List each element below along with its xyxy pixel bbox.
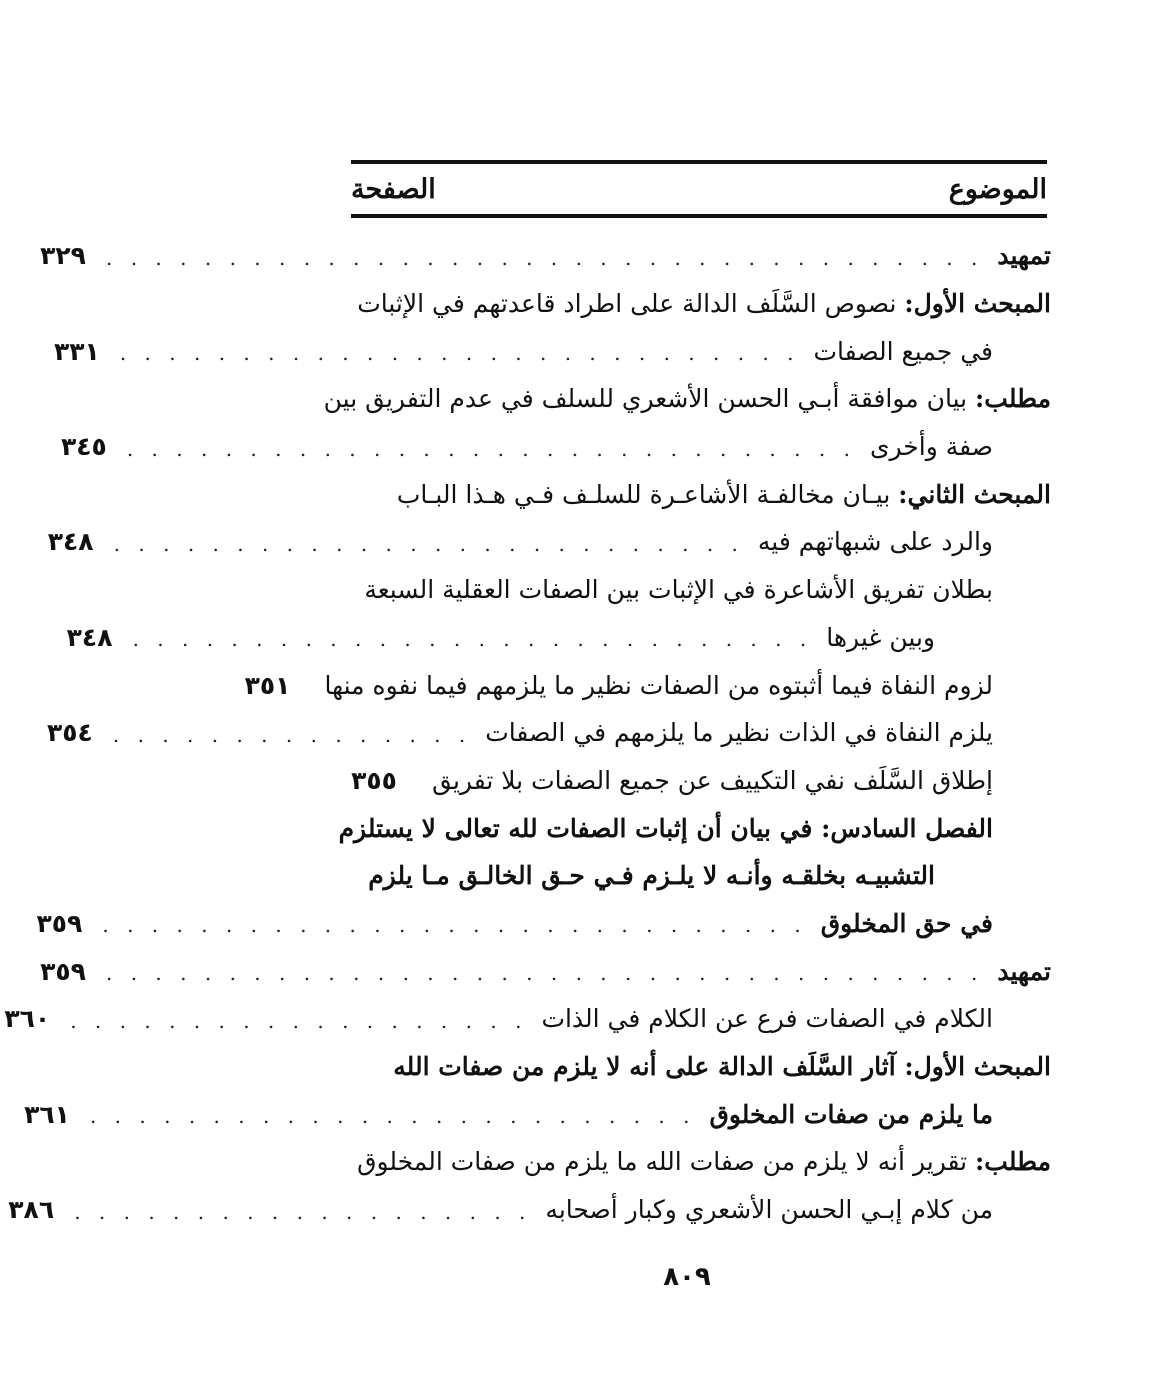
toc-entry-page: ٣٥٩: [36, 908, 83, 938]
toc-entry-page: ٣٣١: [53, 336, 100, 366]
toc-entry-title: [485, 718, 993, 747]
topic-column-label: الموضوع: [948, 173, 1047, 205]
toc-entry-title: [826, 623, 935, 652]
toc-entry: [244, 661, 1051, 709]
toc-entry-leader-dots: . . . . . . . . . . . . . . . . . . . . . . . . . . . . . .: [126, 436, 856, 461]
toc-entry-page: ٣٥٩: [40, 956, 86, 986]
toc-entry-text: ما يلزم من صفات المخلوق: [709, 1099, 993, 1129]
toc-header: [351, 168, 1047, 210]
toc-entry-title: [432, 766, 993, 795]
toc-entry-title: [870, 432, 993, 461]
toc-entry: [347, 1043, 1051, 1091]
toc-entry-page: ٣٥٥: [351, 765, 397, 795]
toc-entry-text: بيان موافقة أبـي الحسن الأشعري للسلف في عدم التفريق بين: [323, 384, 976, 414]
toc-entry-page: ٣٨٦: [8, 1195, 55, 1225]
toc-entry-title: [357, 289, 1051, 318]
toc-entry: [66, 614, 1051, 662]
toc-entry-page: ٣٥٤: [47, 718, 93, 748]
toc-entry-text: نصوص السَّلَف الدالة على اطراد قاعدتهم في الإثبات: [357, 289, 905, 319]
toc-entry-title: [541, 1004, 993, 1033]
page-number: ٨٠٩: [663, 1262, 711, 1292]
toc-entry: [338, 804, 1051, 852]
toc-entry-text: لزوم النفاة فيما أثبتوه من الصفات نظير ما يلزمهم فيما نفوه منها: [324, 670, 993, 700]
toc-entry: [347, 757, 1051, 805]
toc-entry: [36, 900, 1051, 948]
toc-entry-text: آثار السَّلَف الدالة على أنه لا يلزم من صفات الله: [393, 1052, 905, 1082]
toc-entry-leader-dots: . . . . . . . . . . . . . . .: [112, 722, 472, 747]
toc-entry: [8, 1186, 1051, 1234]
toc-entry-title: [339, 814, 993, 843]
toc-page: [4, 0, 1163, 1386]
toc-entry-title: [814, 337, 993, 366]
toc-entry-title: [393, 1052, 1051, 1081]
toc-entry-lead: مطلب:: [975, 384, 1051, 414]
toc-entry-leader-dots: . . . . . . . . . . . . . . . . . . . . . . . . . . . .: [132, 627, 813, 652]
toc-entry-leader-dots: . . . . . . . . . . . . . . . . . . . . . . . . . . . . . . . . . . . .: [106, 245, 984, 270]
toc-entry-text: تقرير أنه لا يلزم من صفات الله ما يلزم من صفات المخلوق: [357, 1147, 976, 1177]
toc-entry-lead: مطلب:: [975, 1147, 1051, 1177]
page-column-label: الصفحة: [351, 173, 436, 205]
toc-entry-page: ٣٥١: [244, 670, 291, 700]
toc-entry-title: [997, 957, 1051, 986]
toc-entry-text: في جميع الصفات: [813, 336, 993, 366]
toc-entry-title: [997, 241, 1051, 270]
toc-entry-text: صفة وأخرى: [869, 432, 993, 462]
toc-entry-text: وبين غيرها: [826, 622, 935, 652]
header-top-rule: [351, 160, 1047, 164]
toc-entry-leader-dots: . . . . . . . . . . . . . . . . . . .: [74, 1199, 532, 1224]
toc-entry-text: إطلاق السَّلَف نفي التكييف عن جميع الصفات بلا تفريق: [432, 765, 993, 795]
toc-entry-text: في حق المخلوق: [820, 908, 993, 938]
toc-entry: [347, 566, 1051, 614]
toc-entry-text: الكلام في الصفات فرع عن الكلام في الذات: [541, 1004, 993, 1034]
toc-entry: [347, 852, 1051, 900]
toc-entry-text: بيـان مخالفـة الأشاعـرة للسلـف فـي هـذا البـاب: [396, 479, 899, 509]
toc-entry: [347, 470, 1051, 518]
toc-entry: [24, 1090, 1051, 1138]
toc-entry-page: ٣٤٨: [47, 527, 94, 557]
toc-entry: [47, 709, 1051, 757]
toc-entry-leader-dots: . . . . . . . . . . . . . . . . . . . . . . . . . . . . . . . . . . . .: [106, 961, 984, 986]
toc-entry-leader-dots: . . . . . . . . . . . . . . . . . . . . . . . . .: [89, 1104, 696, 1129]
toc-entry: [47, 518, 1051, 566]
toc-entry-lead: المبحث الأول:: [904, 1052, 1051, 1082]
toc-entry-title: [364, 575, 993, 604]
toc-entry-leader-dots: . . . . . . . . . . . . . . . . . . .: [70, 1008, 528, 1033]
toc-entry: [347, 1138, 1051, 1186]
toc-entry-page: ٣٤٥: [60, 432, 107, 462]
toc-list: [4, 232, 1051, 1233]
toc-entry-leader-dots: . . . . . . . . . . . . . . . . . . . . . . . . . .: [113, 531, 744, 556]
toc-entry-title: [397, 480, 1051, 509]
toc-entry-lead: الفصل السادس:: [821, 813, 993, 843]
toc-entry-lead: تمهيد: [997, 956, 1051, 986]
toc-entry-text: والرد على شبهاتهم فيه: [757, 527, 993, 557]
toc-entry-title: [758, 527, 993, 556]
toc-entry-title: [709, 1100, 993, 1129]
toc-entry-page: ٣٦٠: [4, 1004, 51, 1034]
toc-entry-text: يلزم النفاة في الذات نظير ما يلزمهم في الصفات: [485, 718, 993, 748]
toc-entry-lead: المبحث الثاني:: [898, 479, 1051, 509]
toc-entry-text: التشبيـه بخلقـه وأنـه لا يلـزم فـي حـق الخالـق مـا يلزم: [368, 861, 935, 891]
toc-entry: [60, 423, 1051, 471]
toc-entry-title: [324, 384, 1051, 413]
toc-entry-leader-dots: [417, 770, 418, 794]
toc-entry-text: بطلان تفريق الأشاعرة في الإثبات بين الصفات العقلية السبعة: [364, 575, 993, 605]
toc-entry-page: ٣٤٨: [66, 622, 113, 652]
toc-entry-title: [357, 1147, 1051, 1176]
toc-entry-text: في بيان أن إثبات الصفات لله تعالى لا يستلزم: [338, 813, 822, 843]
toc-entry-leader-dots: . . . . . . . . . . . . . . . . . . . . . . . . . . . .: [119, 341, 800, 366]
toc-entry: [4, 995, 1051, 1043]
header-bottom-rule: [351, 214, 1047, 218]
toc-entry-title: [324, 671, 993, 700]
toc-entry-lead: تمهيد: [997, 241, 1051, 271]
toc-entry-title: [821, 909, 993, 938]
toc-entry: [53, 327, 1051, 375]
toc-entry: [40, 947, 1051, 995]
toc-entry: [40, 232, 1051, 280]
toc-entry: [347, 280, 1051, 328]
toc-entry-lead: المبحث الأول:: [904, 289, 1051, 319]
toc-entry-leader-dots: . . . . . . . . . . . . . . . . . . . . . . . . . . . . .: [102, 913, 807, 938]
toc-entry-title: [368, 861, 935, 890]
toc-entry-page: ٣٢٩: [40, 241, 86, 271]
toc-entry-text: من كلام إبـي الحسن الأشعري وكبار أصحابه: [545, 1195, 993, 1225]
toc-entry: [323, 375, 1051, 423]
toc-entry-title: [545, 1195, 993, 1224]
toc-entry-page: ٣٦١: [24, 1099, 70, 1129]
